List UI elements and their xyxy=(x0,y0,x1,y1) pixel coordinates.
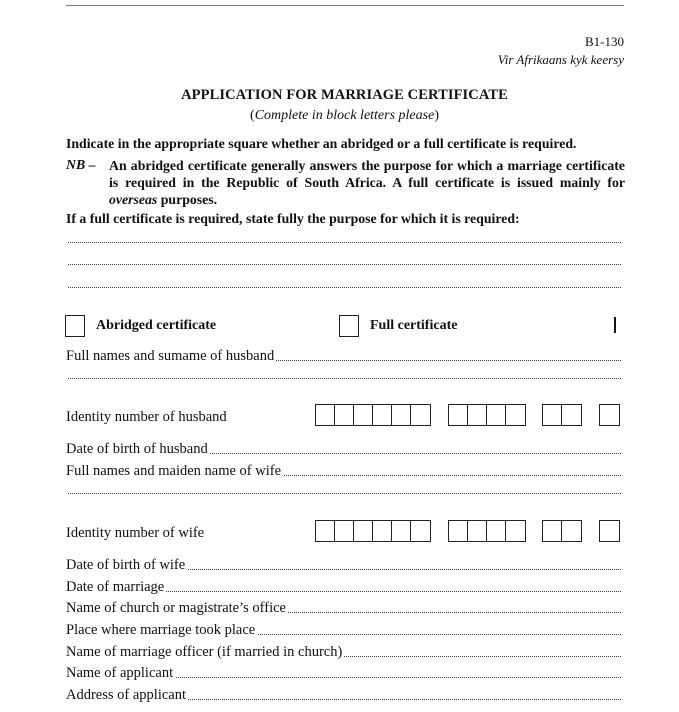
applicant-name-label: Name of applicant xyxy=(66,665,174,681)
wife-id-group-3[interactable] xyxy=(542,520,582,542)
marriage-date-field[interactable] xyxy=(66,572,621,595)
instruction-text: Indicate in the appropriate square whether an abridged or a full certificate is required. xyxy=(66,136,577,151)
wife-id-label: Identity number of wife xyxy=(66,525,205,541)
applicant-address-label: Address of applicant xyxy=(66,687,186,703)
husband-id-group-3[interactable] xyxy=(542,404,582,426)
applicant-address-field[interactable] xyxy=(66,680,621,703)
nb-text-part1: An abridged certificate generally answers the purpose for which a marriage certificate is required in the Republic of South Africa. A full certificate is issued mainly for xyxy=(109,158,625,190)
full-checkbox[interactable] xyxy=(339,315,359,337)
husband-names-line-2[interactable] xyxy=(68,378,621,379)
wife-names-field[interactable] xyxy=(66,456,621,479)
marriage-officer-label: Name of marriage officer (if married in church) xyxy=(66,644,343,660)
wife-dob-field[interactable] xyxy=(66,550,621,573)
wife-dob-label: Date of birth of wife xyxy=(66,557,186,573)
nb-label: NB – xyxy=(66,157,96,172)
wife-id-group-2[interactable] xyxy=(448,520,526,542)
nb-text-part2: purposes. xyxy=(157,192,218,207)
top-rule xyxy=(66,5,624,6)
nb-text xyxy=(109,157,625,208)
form-subtitle: (Complete in block letters please) xyxy=(250,108,439,123)
full-label: Full certificate xyxy=(370,318,458,333)
wife-id-group-1[interactable] xyxy=(315,520,431,542)
abridged-label: Abridged certificate xyxy=(96,318,217,333)
marriage-place-label: Place where marriage took place xyxy=(66,622,256,638)
husband-names-label: Full names and sumame of husband xyxy=(66,348,275,364)
subtitle-text: Complete in block letters please xyxy=(254,108,435,123)
purpose-line-2[interactable] xyxy=(68,264,621,265)
husband-id-group-2[interactable] xyxy=(448,404,526,426)
husband-id-label: Identity number of husband xyxy=(66,409,227,425)
abridged-checkbox[interactable] xyxy=(65,315,85,337)
nb-text-italic: overseas xyxy=(109,192,158,207)
marriage-date-label: Date of marriage xyxy=(66,579,165,595)
husband-dob-field[interactable] xyxy=(66,434,621,457)
form-title: APPLICATION FOR MARRIAGE CERTIFICATE xyxy=(181,87,508,103)
marriage-officer-field[interactable] xyxy=(66,637,621,660)
afrikaans-note: Vir Afrikaans kyk keersy xyxy=(497,52,624,67)
wife-names-line-2[interactable] xyxy=(68,493,621,494)
purpose-line-3[interactable] xyxy=(68,287,621,288)
full-purpose-prompt: If a full certificate is required, state fully the purpose for which it is required: xyxy=(66,211,520,226)
church-office-field[interactable] xyxy=(66,593,621,616)
purpose-line-1[interactable] xyxy=(68,242,621,243)
husband-names-field[interactable] xyxy=(66,341,621,364)
text-cursor xyxy=(614,317,616,333)
husband-id-group-1[interactable] xyxy=(315,404,431,426)
marriage-place-field[interactable] xyxy=(66,615,621,638)
husband-id-group-4[interactable] xyxy=(599,404,620,426)
husband-dob-label: Date of birth of husband xyxy=(66,441,208,457)
wife-names-label: Full names and maiden name of wife xyxy=(66,463,282,479)
applicant-name-field[interactable] xyxy=(66,658,621,681)
wife-id-group-4[interactable] xyxy=(599,520,620,542)
form-number: B1-130 xyxy=(585,34,624,49)
church-office-label: Name of church or magistrate’s office xyxy=(66,600,286,616)
